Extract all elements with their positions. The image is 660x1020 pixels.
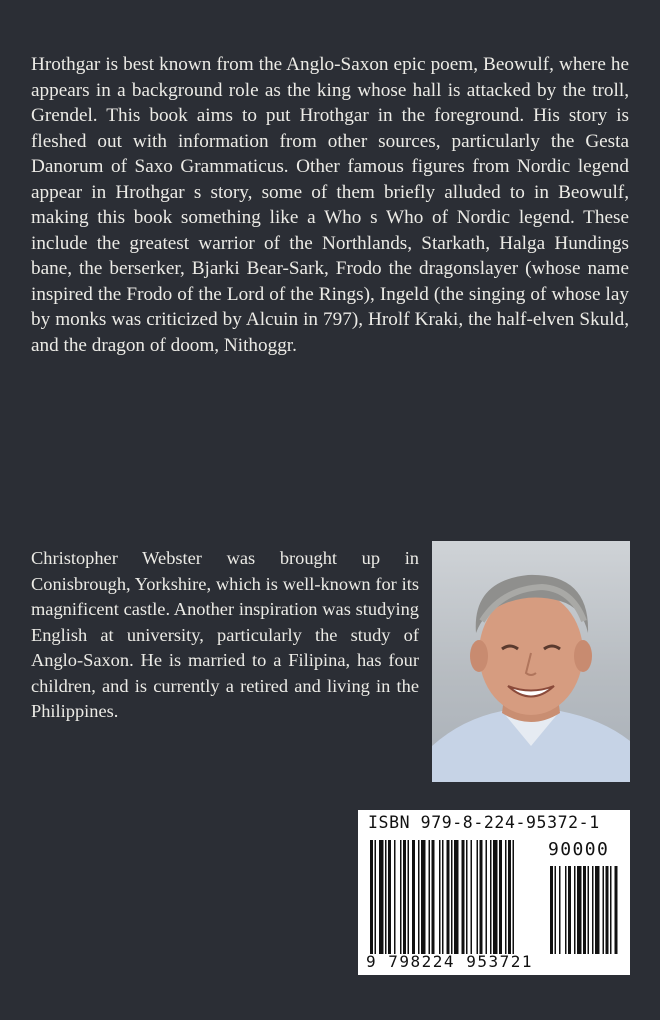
barcode-bar [486, 840, 488, 954]
barcode-bar [615, 866, 618, 954]
barcode-bar [442, 840, 444, 954]
barcode-bar [375, 840, 377, 954]
barcode-bars [358, 810, 630, 975]
barcode-bar [439, 840, 441, 954]
barcode-bar [418, 840, 420, 954]
barcode-bar [412, 840, 415, 954]
barcode-bar [447, 840, 450, 954]
barcode-bar [462, 840, 465, 954]
author-photo [432, 541, 630, 782]
barcode-bar [379, 840, 384, 954]
barcode-bar [603, 866, 605, 954]
barcode-bar [388, 840, 391, 954]
barcode-bar [403, 840, 406, 954]
author-bio: Christopher Webster was brought up in Conisbrough, Yorkshire, which is well-known for its magnificent castle. Another inspiration was studying English at university, particularly the study of Anglo-Saxon. He is married to a Filipina, has four children, and is currently a retired and living in the Philippines. [31, 548, 419, 721]
barcode-bar [508, 840, 511, 954]
barcode-bar [477, 840, 479, 954]
barcode-bar [505, 840, 507, 954]
barcode-bar [466, 840, 468, 954]
barcode-bar [595, 866, 600, 954]
barcode-bar [421, 840, 426, 954]
barcode-bar [471, 840, 473, 954]
back-cover-blurb: Hrothgar is best known from the Anglo-Saxon epic poem, Beowulf, where he appears in a background role as the king whose hall is attacked by the troll, Grendel. This book aims to put Hrothgar in the foreground. His story is fleshed out with information from other sources, particularly the Gesta Danorum of Saxo Grammaticus. Other famous figures from Nordic legend appear in Hrothgar s story, some of them briefly alluded to in Beowulf, making this book something like a Who s Who of Nordic legend. These include the greatest warrior of the Northlands, Starkath, Halga Hundings bane, the berserker, Bjarki Bear-Sark, Frodo the dragonslayer (whose name inspired the Frodo of the Lord of the Rings), Ingeld (the singing of whose lay by monks was criticized by Alcuin in 797), Hrolf Kraki, the half-elven Skuld, and the dragon of doom, Nithoggr. [31, 54, 629, 356]
barcode-bar [408, 840, 410, 954]
barcode-bar [559, 866, 561, 954]
barcode-bar [568, 866, 571, 954]
barcode-bar [610, 866, 612, 954]
barcode-bar [592, 866, 594, 954]
barcode-bar [555, 866, 557, 954]
isbn-barcode [358, 810, 630, 975]
barcode-bar [577, 866, 582, 954]
barcode-bar [499, 840, 502, 954]
barcode-bar [451, 840, 453, 954]
barcode-bar [432, 840, 435, 954]
barcode-bar [574, 866, 576, 954]
barcode-bar [550, 866, 553, 954]
ean-digits: 9 798224 953721 [366, 952, 533, 971]
barcode-bar [513, 840, 515, 954]
barcode-bar [493, 840, 498, 954]
barcode-bar [370, 840, 373, 954]
barcode-bar [588, 866, 590, 954]
barcode-bar [480, 840, 483, 954]
barcode-bar [454, 840, 459, 954]
barcode-bar [583, 866, 586, 954]
barcode-bar [429, 840, 431, 954]
barcode-bar [606, 866, 609, 954]
price-code: 90000 [548, 839, 610, 860]
barcode-bar [385, 840, 387, 954]
barcode-bar [565, 866, 567, 954]
barcode-bar [400, 840, 402, 954]
isbn-label: ISBN 979-8-224-95372-1 [368, 813, 600, 832]
barcode-bar [490, 840, 492, 954]
barcode-bar [394, 840, 396, 954]
